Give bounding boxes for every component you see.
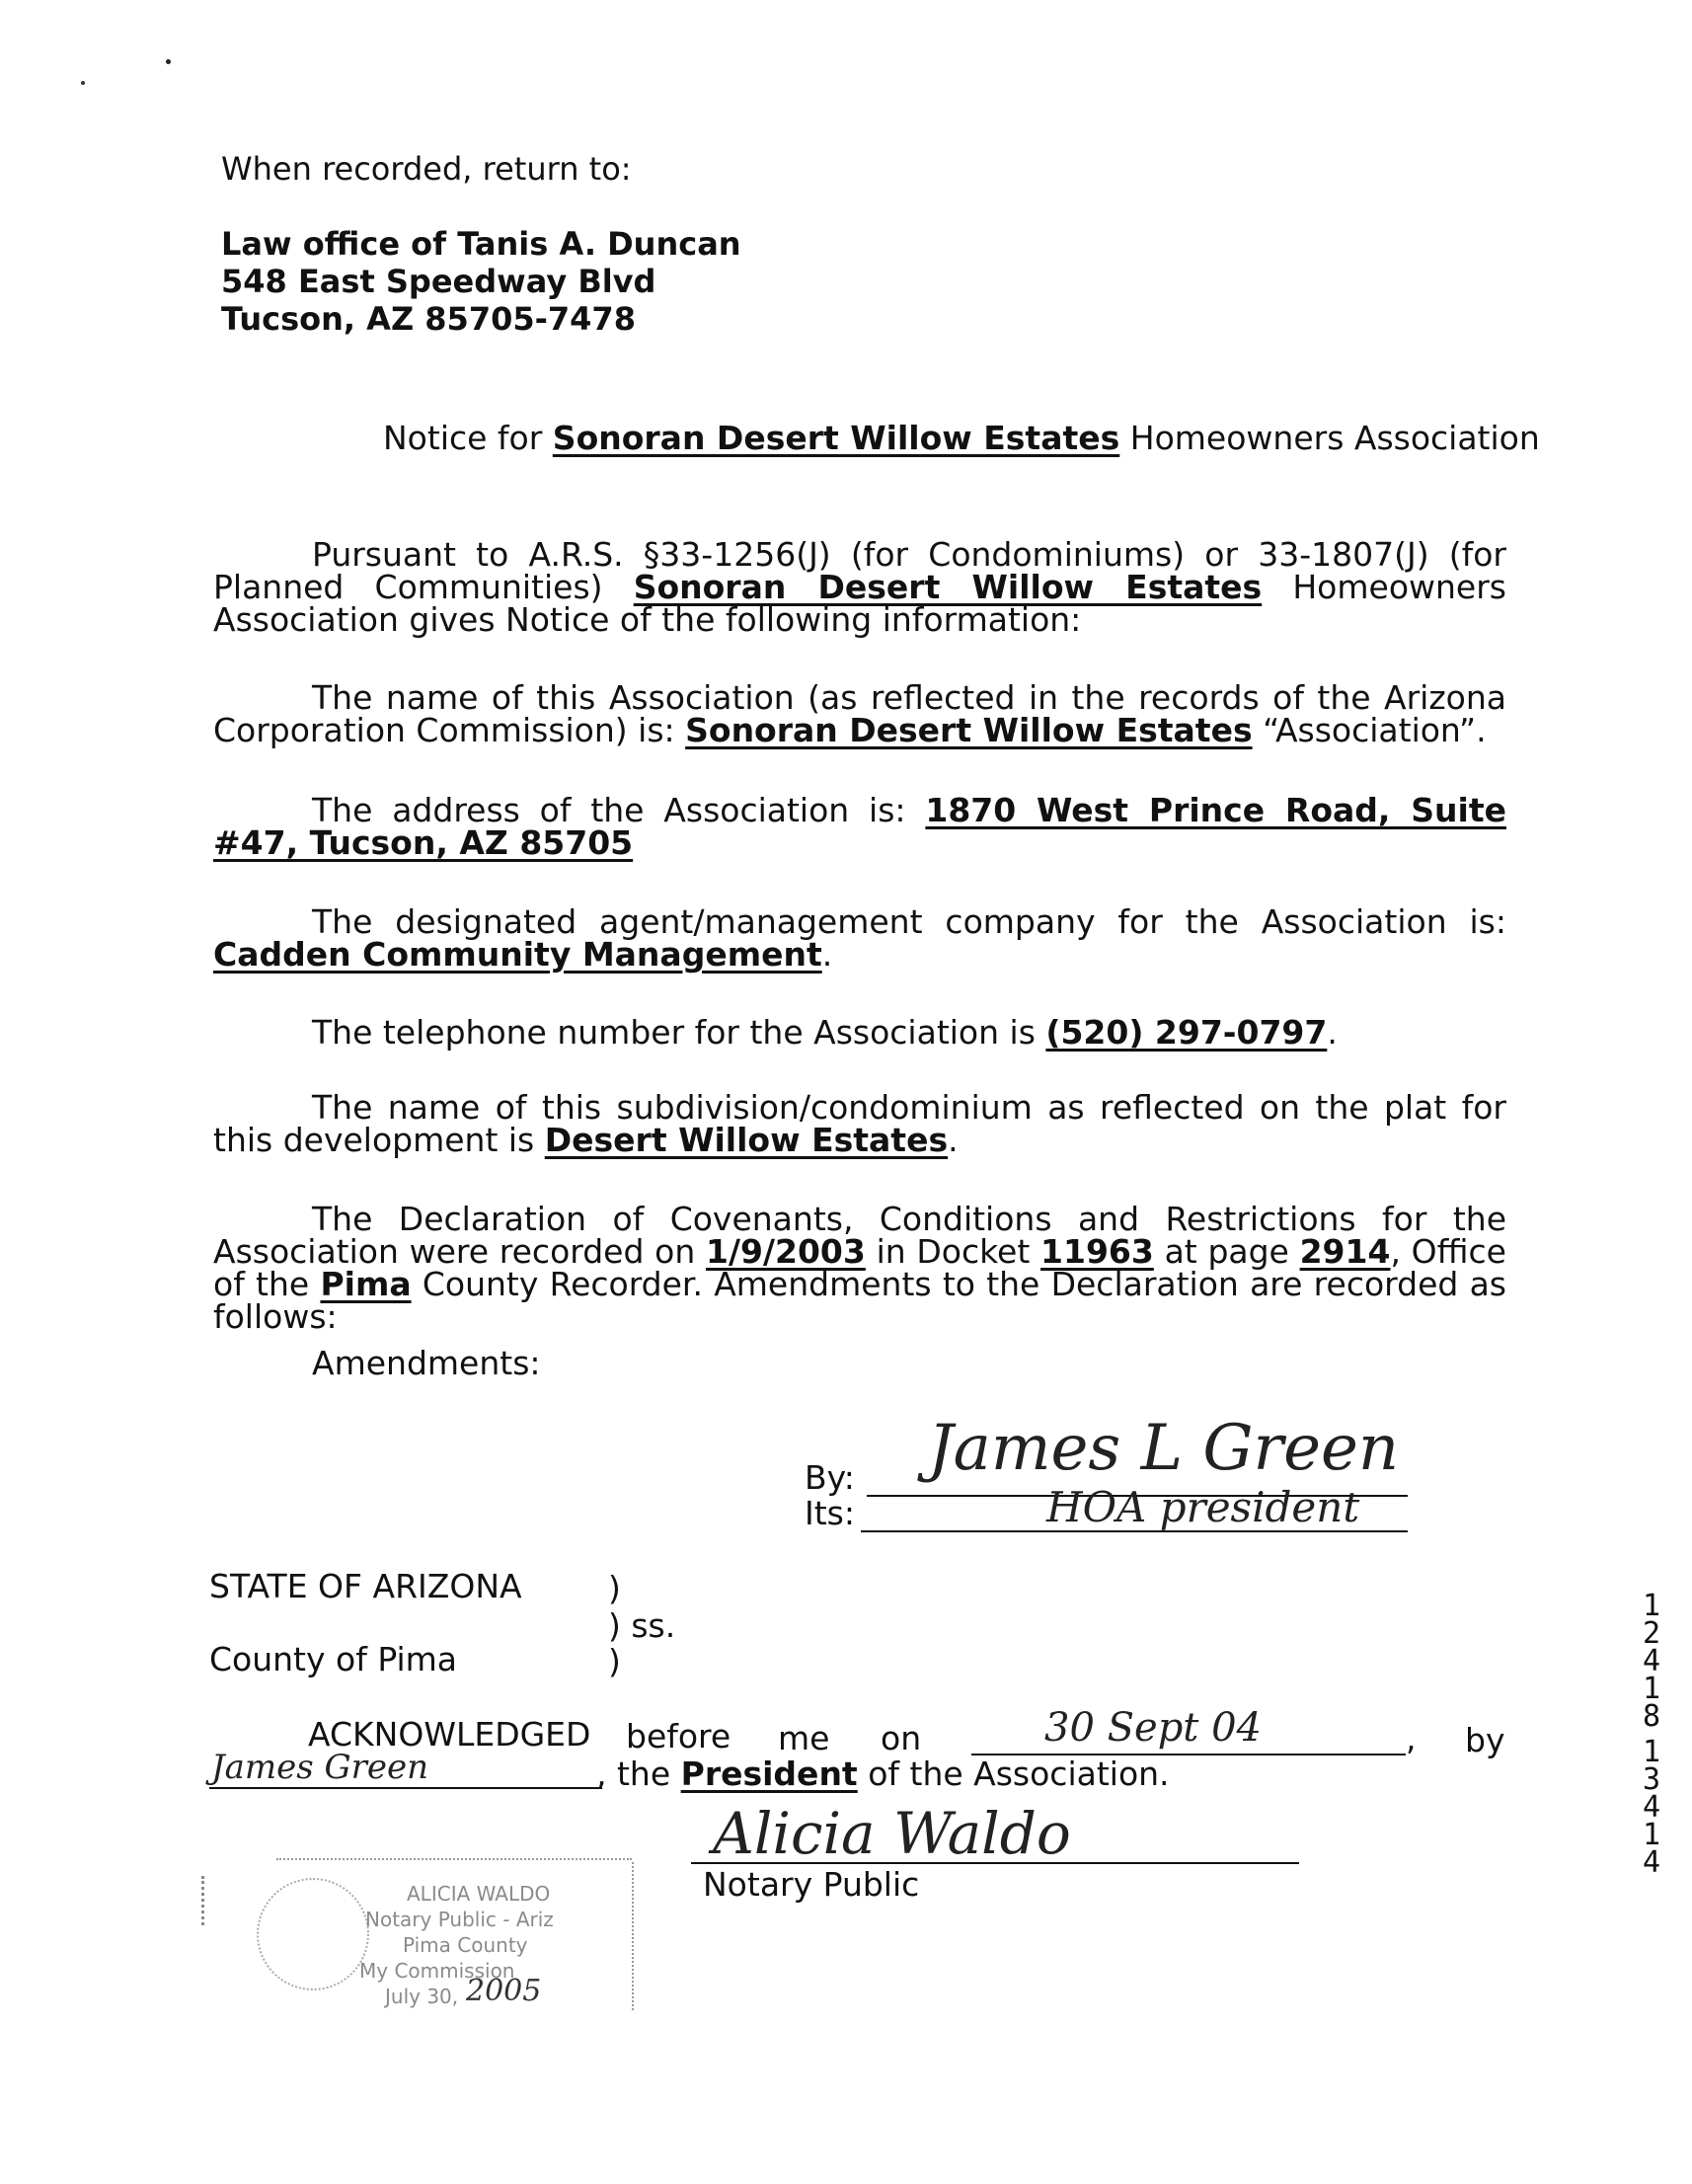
ack-name-line <box>209 1787 602 1789</box>
venue-ss: ) ss. <box>608 1606 676 1645</box>
paragraph-pursuant <box>213 535 1506 639</box>
p7-page: 2914 <box>1299 1232 1391 1271</box>
stamp-year: 2005 <box>466 1974 542 2008</box>
by-label: By: <box>805 1458 855 1497</box>
notice-title-post: Homeowners Association <box>1119 419 1540 457</box>
ack-name: James Green <box>211 1748 429 1787</box>
stamp-line-1: ALICIA WALDO <box>407 1882 551 1906</box>
docket-digit: 1 <box>1642 1589 1661 1623</box>
ack-role: President <box>680 1755 858 1793</box>
page-digit: 1 <box>1642 1818 1661 1852</box>
ack-post: of the Association. <box>857 1755 1170 1793</box>
ack-word-me: me <box>778 1719 830 1757</box>
page-digit: 1 <box>1642 1735 1661 1769</box>
docket-digit: 8 <box>1642 1699 1661 1734</box>
p7-date: 1/9/2003 <box>705 1232 866 1271</box>
p7-county: Pima <box>320 1265 412 1303</box>
return-city: Tucson, AZ 85705-7478 <box>221 300 636 338</box>
p6-subdivision: Desert Willow Estates <box>544 1121 949 1159</box>
venue-county: County of Pima <box>209 1640 458 1678</box>
return-street: 548 East Speedway Blvd <box>221 263 656 300</box>
notice-title <box>383 419 1540 457</box>
scan-speck <box>166 59 171 64</box>
page-digit: 4 <box>1642 1790 1661 1825</box>
p2-text-end: “Association”. <box>1252 711 1487 749</box>
stamp-border-left <box>201 1876 204 1925</box>
ack-word-acknowledged: ACKNOWLEDGED <box>308 1715 591 1754</box>
stamp-border-top <box>276 1858 632 1860</box>
return-name: Law office of Tanis A. Duncan <box>221 225 741 263</box>
p4-text: The designated agent/management company for the Association is: <box>312 902 1506 941</box>
ack-word-by: by <box>1465 1721 1505 1759</box>
page-digit: 4 <box>1642 1845 1661 1880</box>
paragraph-subdivision <box>213 1088 1506 1159</box>
p1-text-end: Homeowners Association gives Notice of the following information: <box>213 568 1506 639</box>
p3-address: 1870 West Prince Road, Suite #47, Tucson, AZ 85705 <box>213 791 1506 862</box>
by-signature: James L Green <box>928 1412 1400 1485</box>
p1-association: Sonoran Desert Willow Estates <box>633 568 1263 606</box>
its-label: Its: <box>805 1494 855 1532</box>
p1-text: Pursuant to A.R.S. §33-1256(J) (for Condominiums) or 33-1807(J) (for Planned Communities) <box>213 535 1506 606</box>
stamp-line-3: Pima County <box>403 1933 528 1957</box>
p2-text: The name of this Association (as reflected in the records of the Arizona Corporation Commission) is: <box>213 678 1506 749</box>
p2-association: Sonoran Desert Willow Estates <box>685 711 1253 749</box>
venue-state: STATE OF ARIZONA <box>209 1567 522 1605</box>
p6-text-end: . <box>948 1121 959 1159</box>
its-signature: HOA president <box>1046 1483 1360 1531</box>
p5-text: The telephone number for the Association is <box>312 1013 1046 1052</box>
ack-role-text <box>596 1755 1170 1793</box>
p7-text: in Docket <box>865 1232 1041 1271</box>
notice-title-pre: Notice for <box>383 419 553 457</box>
stamp-border-right <box>632 1862 634 2010</box>
venue-paren-bottom: ) <box>608 1642 621 1680</box>
notice-title-association: Sonoran Desert Willow Estates <box>552 419 1120 457</box>
stamp-line-4: My Commission <box>359 1959 515 1983</box>
ack-date: 30 Sept 04 <box>1044 1705 1262 1751</box>
notary-stamp <box>197 1856 642 2044</box>
p7-text: , Office of the <box>213 1232 1506 1303</box>
p7-text: The Declaration of Covenants, Conditions and Restrictions for the Association were recorded on <box>213 1200 1506 1271</box>
paragraph-address <box>213 791 1506 862</box>
notary-signature: Alicia Waldo <box>713 1800 1071 1867</box>
stamp-line-2: Notary Public - Ariz <box>365 1908 554 1931</box>
ack-comma: , <box>1406 1719 1417 1757</box>
ack-word-on: on <box>881 1719 922 1757</box>
p3-text: The address of the Association is: <box>312 791 926 829</box>
docket-digit: 2 <box>1642 1616 1661 1651</box>
paragraph-telephone <box>213 1013 1506 1052</box>
paragraph-association-name <box>213 678 1506 749</box>
page-digit: 3 <box>1642 1762 1661 1797</box>
notary-public-label: Notary Public <box>703 1865 920 1904</box>
p6-text: The name of this subdivision/condominium as reflected on the plat for this development is <box>213 1088 1506 1159</box>
p5-text-end: . <box>1327 1013 1338 1052</box>
p5-phone: (520) 297-0797 <box>1045 1013 1328 1052</box>
p7-docket: 11963 <box>1040 1232 1154 1271</box>
p4-text-end: . <box>821 935 833 974</box>
stamp-seal-icon <box>257 1878 369 1990</box>
p7-text: County Recorder. Amendments to the Declaration are recorded as follows: <box>213 1265 1506 1336</box>
amendments-label: Amendments: <box>312 1344 541 1382</box>
paragraph-agent <box>213 902 1506 974</box>
stamp-line-5: July 30, <box>385 1985 459 2008</box>
docket-digit: 4 <box>1642 1644 1661 1678</box>
p4-company: Cadden Community Management <box>213 935 822 974</box>
return-heading: When recorded, return to: <box>221 150 632 188</box>
p7-text: at page <box>1153 1232 1300 1271</box>
ack-word-before: before <box>626 1717 731 1755</box>
scan-speck <box>81 81 85 85</box>
venue-paren-top: ) <box>608 1569 621 1607</box>
docket-digit: 1 <box>1642 1672 1661 1706</box>
paragraph-declaration <box>213 1200 1506 1336</box>
ack-pre: , the <box>596 1755 681 1793</box>
